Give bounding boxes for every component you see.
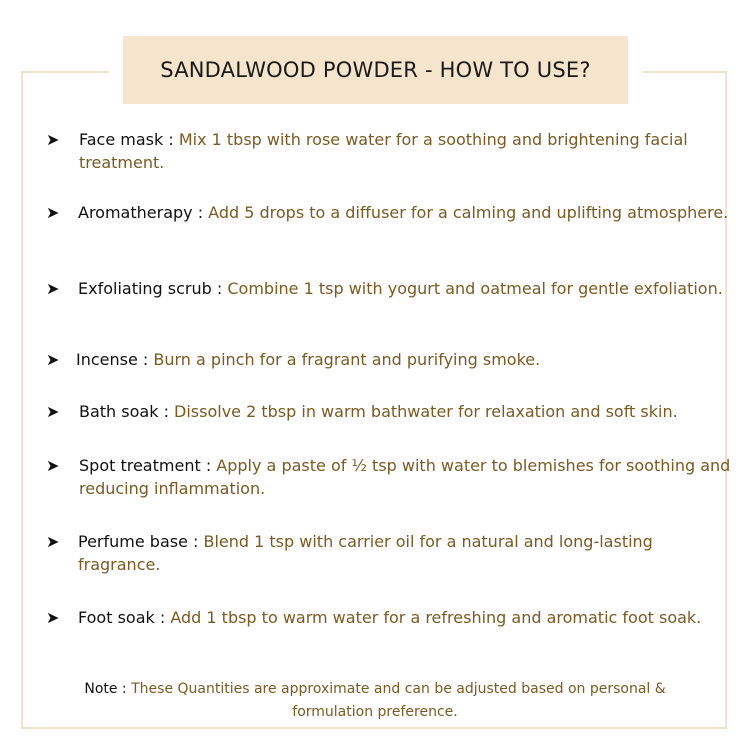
item-description: Mix 1 tbsp with rose water for a soothing and brightening facial treatment. [79,130,688,172]
list-item-text [78,277,736,300]
arrowhead-icon: ➤ [46,203,60,222]
item-label: Incense : [76,350,149,369]
list-item-text [79,454,736,500]
arrowhead-icon: ➤ [46,350,60,369]
item-label: Foot soak : [78,608,166,627]
arrowhead-icon: ➤ [46,279,60,298]
arrowhead-icon: ➤ [46,130,60,149]
list-item-text [78,606,736,629]
item-description: Add 1 tbsp to warm water for a refreshing and aromatic foot soak. [165,608,702,627]
list-item [46,348,736,371]
list-item [46,201,736,224]
item-label: Exfoliating scrub : [78,279,223,298]
item-label: Spot treatment : [79,456,212,475]
arrowhead-icon: ➤ [46,608,60,627]
list-item-text [78,201,736,224]
item-label: Perfume base : [78,532,199,551]
title-banner [123,36,628,104]
arrowhead-icon: ➤ [46,402,60,421]
item-description: Blend 1 tsp with carrier oil for a natural and long-lasting fragrance. [78,532,653,574]
list-item [46,454,736,500]
item-description: Burn a pinch for a fragrant and purifying smoke. [148,350,541,369]
list-item-text [76,348,736,371]
arrowhead-icon: ➤ [46,532,60,551]
list-item-text [78,530,736,576]
item-label: Face mask : [79,130,174,149]
item-label: Bath soak : [79,402,169,421]
footnote [60,678,690,724]
item-label: Aromatherapy : [78,203,204,222]
page-title: SANDALWOOD POWDER - HOW TO USE? [160,58,591,82]
item-description: Apply a paste of ½ tsp with water to blemishes for soothing and reducing inflammation. [79,456,731,498]
note-text: These Quantities are approximate and can be adjusted based on personal & formulation preference. [126,681,666,720]
list-item [46,277,736,300]
list-item-text [79,400,736,423]
item-description: Combine 1 tsp with yogurt and oatmeal for gentle exfoliation. [222,279,723,298]
item-description: Dissolve 2 tbsp in warm bathwater for relaxation and soft skin. [168,402,678,421]
list-item [46,606,736,629]
item-description: Add 5 drops to a diffuser for a calming and uplifting atmosphere. [203,203,729,222]
list-item [46,400,736,423]
list-item [46,530,736,576]
list-item [46,128,736,174]
note-label: Note : [84,681,127,697]
arrowhead-icon: ➤ [46,456,60,475]
list-item-text [79,128,736,174]
